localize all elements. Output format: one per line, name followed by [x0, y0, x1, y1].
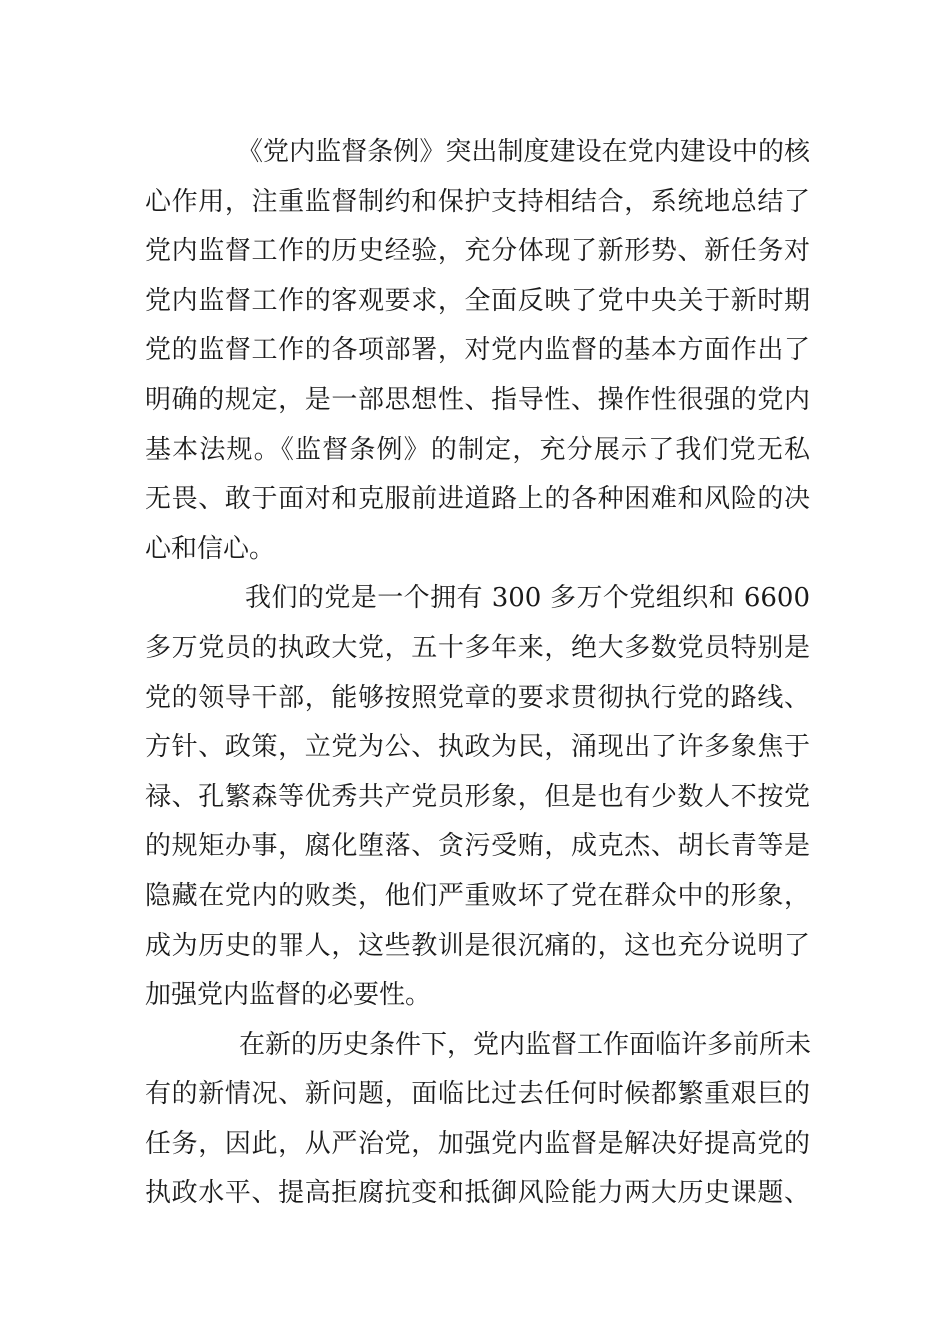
- text-line: 隐藏在党内的败类，他们严重败坏了党在群众中的形象，: [145, 880, 810, 911]
- text-line: 《党内监督条例》突出制度建设在党内建设中的核: [237, 137, 810, 167]
- text-line: 任务，因此，从严治党，加强党内监督是解决好提高党的: [145, 1128, 810, 1159]
- text-line: 心作用，注重监督制约和保护支持相结合，系统地总结了: [145, 186, 810, 217]
- paragraph-2: [145, 574, 810, 1020]
- text-line: 无畏、敢于面对和克服前进道路上的各种困难和风险的决: [145, 484, 810, 515]
- text-line: 党内监督工作的历史经验，充分体现了新形势、新任务对: [145, 236, 810, 267]
- text-line: 的规矩办事，腐化堕落、贪污受贿，成克杰、胡长青等是: [145, 831, 810, 862]
- text-line: 基本法规。《监督条例》的制定，充分展示了我们党无私: [145, 434, 810, 465]
- text-line: 方针、政策，立党为公、执政为民，涌现出了许多象焦于: [145, 732, 810, 763]
- text-line: 党的监督工作的各项部署，对党内监督的基本方面作出了: [145, 335, 810, 366]
- text-line: 心和信心。: [145, 533, 276, 564]
- text-line: 党内监督工作的客观要求，全面反映了党中央关于新时期: [145, 285, 810, 316]
- paragraph-3: [145, 1021, 810, 1219]
- text-line: 禄、孔繁森等优秀共产党员形象，但是也有少数人不按党: [145, 781, 810, 812]
- text-line: 在新的历史条件下，党内监督工作面临许多前所未: [239, 1029, 812, 1060]
- text-line: 明确的规定，是一部思想性、指导性、操作性很强的党内: [145, 384, 810, 415]
- text-line: 多万党员的执政大党，五十多年来，绝大多数党员特别是: [145, 632, 810, 663]
- text-line: 执政水平、提高拒腐抗变和抵御风险能力两大历史课题、: [145, 1178, 810, 1209]
- text-line: 加强党内监督的必要性。: [145, 980, 432, 1011]
- text-line: 党的领导干部，能够按照党章的要求贯彻执行党的路线、: [145, 682, 810, 713]
- text-line: 成为历史的罪人，这些教训是很沉痛的，这也充分说明了: [145, 930, 810, 961]
- paragraph-1: [145, 128, 810, 574]
- text-line: 我们的党是一个拥有 300 多万个党组织和 6600: [245, 583, 810, 614]
- document-body: [145, 128, 810, 1219]
- text-line: 有的新情况、新问题，面临比过去任何时候都繁重艰巨的: [145, 1079, 810, 1110]
